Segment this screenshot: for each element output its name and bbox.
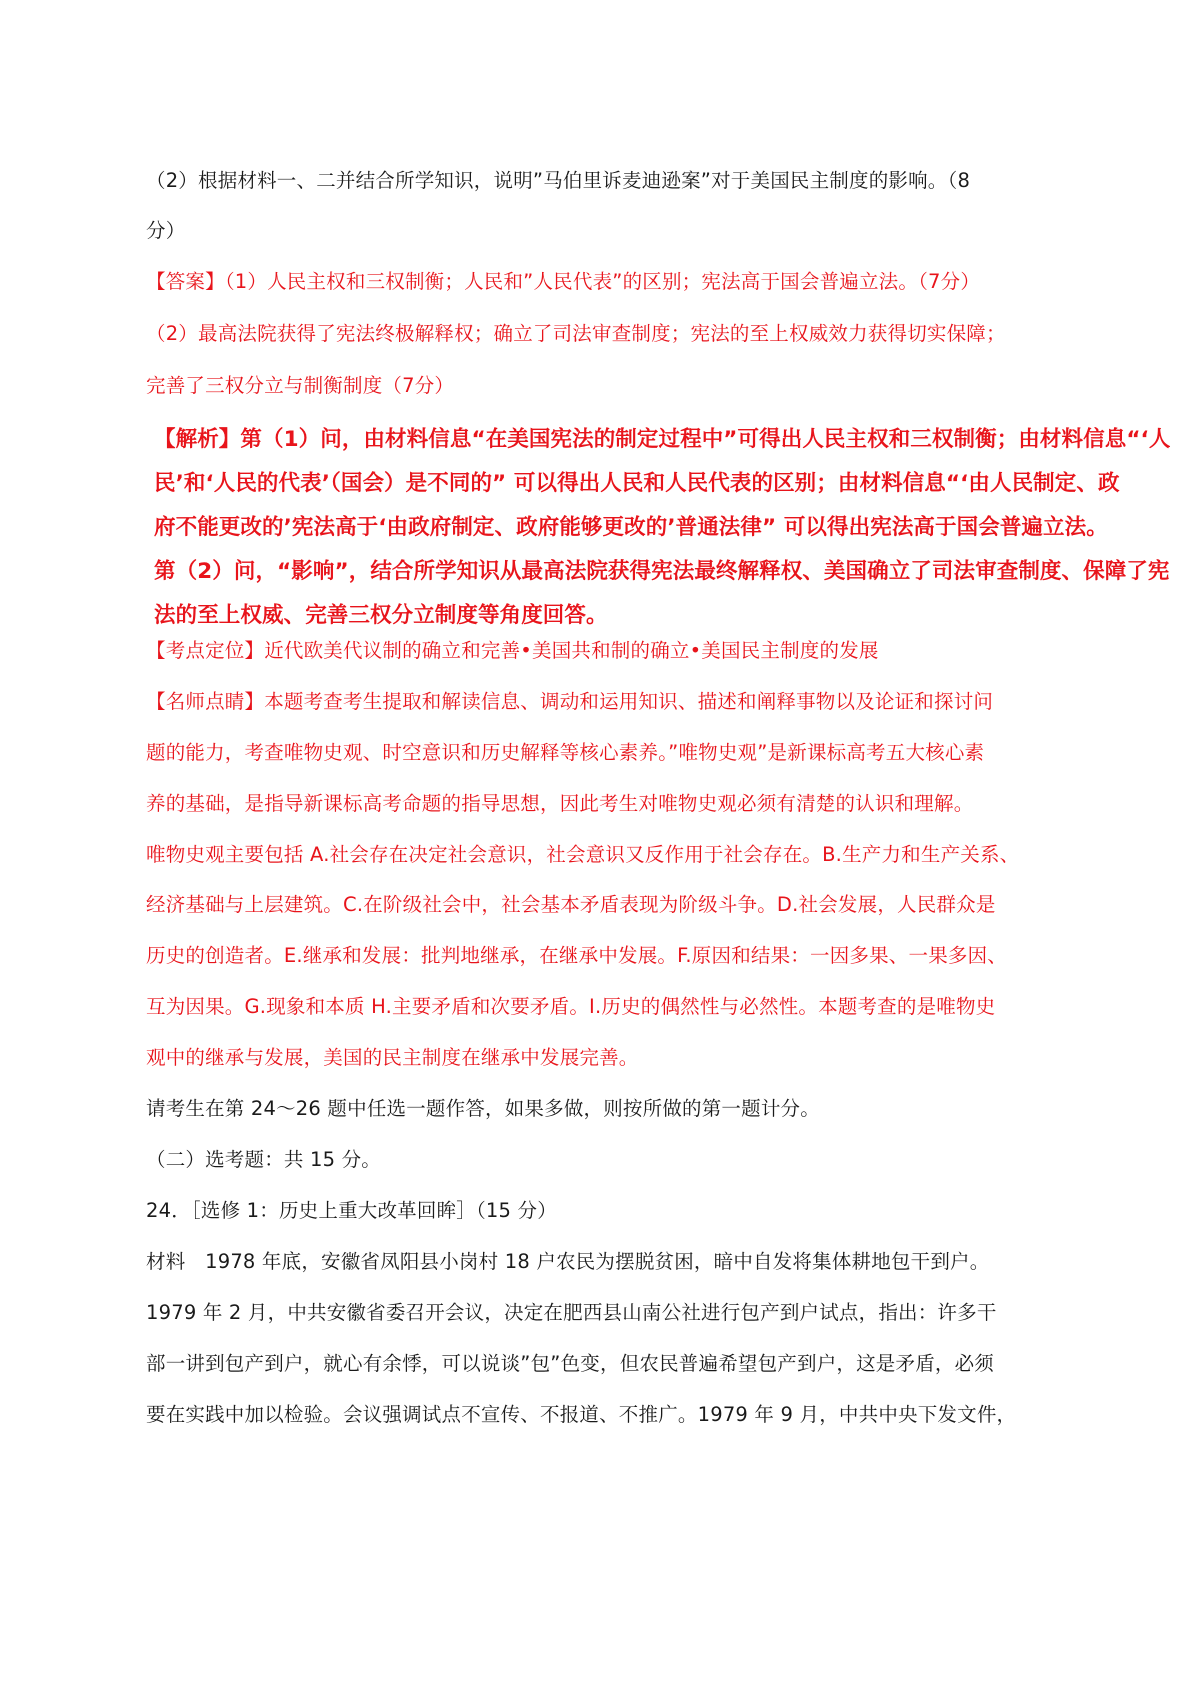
analysis-line-1: 【解析】第（1）问，由材料信息“在美国宪法的制定过程中”可得出人民主权和三权制衡；由材料信息“‘人 bbox=[154, 427, 1171, 452]
material-line-3: 部一讲到包产到户，就心有余悸，可以说谈”包”色变，但农民普遍希望包产到户，这是矛盾，必须 bbox=[146, 1352, 995, 1375]
question24-heading: 24．［选修 1：历史上重大改革回眸］（15 分） bbox=[146, 1199, 557, 1222]
mingshi-line-3: 养的基础，是指导新课标高考命题的指导思想，因此考生对唯物史观必须有清楚的认识和理解。 bbox=[146, 792, 974, 815]
answer-tag: 【答案】 bbox=[146, 270, 225, 293]
mingshi-line-2: 题的能力，考查唯物史观、时空意识和历史解释等核心素养。”唯物史观”是新课标高考五大核心素 bbox=[146, 741, 985, 764]
analysis-line-3: 府不能更改的’宪法高于‘由政府制定、政府能够更改的’普通法律” 可以得出宪法高于国会普遍立法。 bbox=[154, 515, 1108, 540]
kaodian-line bbox=[146, 635, 879, 663]
answer-line-2: （2）最高法院获得了宪法终极解释权；确立了司法审查制度；宪法的至上权威效力获得切实保障； bbox=[146, 322, 1006, 345]
mingshi-tag: 【名师点睛】 bbox=[146, 690, 265, 713]
kaodian-text: 近代欧美代议制的确立和完善•美国共和制的确立•美国民主制度的发展 bbox=[264, 639, 879, 662]
mingshi-line-5: 经济基础与上层建筑。C.在阶级社会中，社会基本矛盾表现为阶级斗争。D.社会发展，人民群众是 bbox=[146, 893, 996, 916]
answer-text-1: （1）人民主权和三权制衡；人民和”人民代表”的区别；宪法高于国会普遍立法。（7分） bbox=[224, 270, 981, 293]
question2-line-1: （2）根据材料一、二并结合所学知识，说明”马伯里诉麦迪逊案”对于美国民主制度的影响。（8 bbox=[146, 169, 971, 192]
question2-line-2: 分） bbox=[146, 219, 186, 242]
answer-line-1 bbox=[146, 266, 980, 294]
material-line-1: 材料 1978 年底，安徽省凤阳县小岗村 18 户农民为摆脱贫困，暗中自发将集体耕地包干到户。 bbox=[146, 1250, 990, 1273]
mingshi-line-1 bbox=[146, 686, 993, 714]
section-heading: （二）选考题：共 15 分。 bbox=[146, 1148, 382, 1171]
instruction-line: 请考生在第 24～26 题中任选一题作答，如果多做，则按所做的第一题计分。 bbox=[146, 1097, 820, 1120]
mingshi-line-6: 历史的创造者。E.继承和发展：批判地继承，在继承中发展。F.原因和结果：一因多果、一果多因、 bbox=[146, 944, 1008, 967]
kaodian-tag: 【考点定位】 bbox=[146, 639, 265, 662]
analysis-line-5: 法的至上权威、完善三权分立制度等角度回答。 bbox=[154, 603, 608, 628]
analysis-line-2: 民’和‘人民的代表’（国会）是不同的” 可以得出人民和人民代表的区别；由材料信息“‘由人民制定、政 bbox=[154, 471, 1120, 496]
answer-line-3: 完善了三权分立与制衡制度（7分） bbox=[146, 374, 455, 397]
mingshi-line-4: 唯物史观主要包括 A.社会存在决定社会意识，社会意识又反作用于社会存在。B.生产力和生产关系、 bbox=[146, 843, 1020, 866]
material-line-2: 1979 年 2 月，中共安徽省委召开会议，决定在肥西县山南公社进行包产到户试点，指出：许多干 bbox=[146, 1301, 997, 1324]
mingshi-line-8: 观中的继承与发展，美国的民主制度在继承中发展完善。 bbox=[146, 1046, 639, 1069]
analysis-line-4: 第（2）问，“影响”，结合所学知识从最高法院获得宪法最终解释权、美国确立了司法审查制度、保障了宪 bbox=[154, 559, 1170, 584]
material-line-4: 要在实践中加以检验。会议强调试点不宣传、不报道、不推广。1979 年 9 月，中共中央下发文件， bbox=[146, 1403, 1017, 1426]
mingshi-text-1: 本题考查考生提取和解读信息、调动和运用知识、描述和阐释事物以及论证和探讨问 bbox=[264, 690, 994, 713]
mingshi-line-7: 互为因果。G.现象和本质 H.主要矛盾和次要矛盾。I.历史的偶然性与必然性。本题考查的是唯物史 bbox=[146, 995, 996, 1018]
